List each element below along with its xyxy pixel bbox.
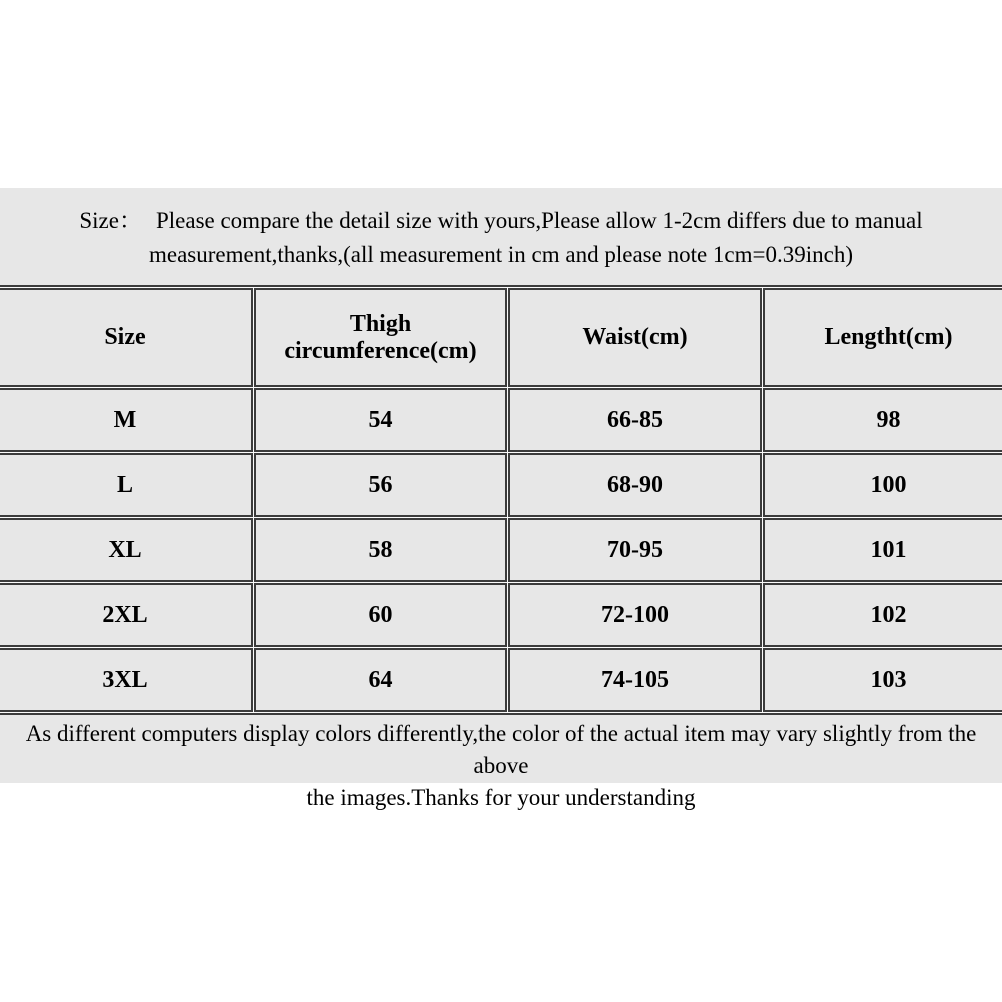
color-disclaimer	[0, 715, 1002, 810]
cell-thigh: 64	[254, 648, 507, 712]
column-header-waist: Waist(cm)	[508, 288, 762, 387]
size-note-text: Please compare the detail size with yours,Please allow 1-2cm differs due to manual	[155, 208, 923, 233]
cell-length: 103	[763, 648, 1002, 712]
cell-waist: 74-105	[508, 648, 762, 712]
cell-length: 102	[763, 583, 1002, 647]
table-row-m	[0, 388, 1002, 452]
cell-size: 2XL	[0, 583, 253, 647]
size-note-line1	[0, 204, 1002, 238]
size-note-label: Size：	[79, 208, 142, 233]
table-row-xl	[0, 518, 1002, 582]
column-header-length: Lengtht(cm)	[763, 288, 1002, 387]
column-header-size: Size	[0, 288, 253, 387]
cell-length: 100	[763, 453, 1002, 517]
table-row-3xl	[0, 648, 1002, 712]
cell-thigh: 58	[254, 518, 507, 582]
cell-size: XL	[0, 518, 253, 582]
size-note	[0, 188, 1002, 285]
cell-size: 3XL	[0, 648, 253, 712]
table-row-2xl	[0, 583, 1002, 647]
table-row-l	[0, 453, 1002, 517]
cell-thigh: 54	[254, 388, 507, 452]
cell-length: 101	[763, 518, 1002, 582]
cell-waist: 68-90	[508, 453, 762, 517]
cell-size: L	[0, 453, 253, 517]
cell-length: 98	[763, 388, 1002, 452]
cell-thigh: 60	[254, 583, 507, 647]
color-disclaimer-line1: As different computers display colors differently,the color of the actual item may vary slightly from the above	[25, 721, 977, 778]
size-chart-table	[0, 285, 1002, 715]
size-chart-table-wrap	[0, 285, 1002, 715]
cell-thigh: 56	[254, 453, 507, 517]
cell-waist: 72-100	[508, 583, 762, 647]
cell-size: M	[0, 388, 253, 452]
color-disclaimer-line2: the images.Thanks for your understanding	[306, 785, 696, 810]
top-whitespace	[0, 0, 1002, 188]
column-header-thigh-circumference: Thigh circumference(cm)	[254, 288, 507, 387]
table-header-row	[0, 288, 1002, 387]
size-note-line2: measurement,thanks,(all measurement in cm and please note 1cm=0.39inch)	[148, 242, 853, 267]
cell-waist: 70-95	[508, 518, 762, 582]
cell-waist: 66-85	[508, 388, 762, 452]
